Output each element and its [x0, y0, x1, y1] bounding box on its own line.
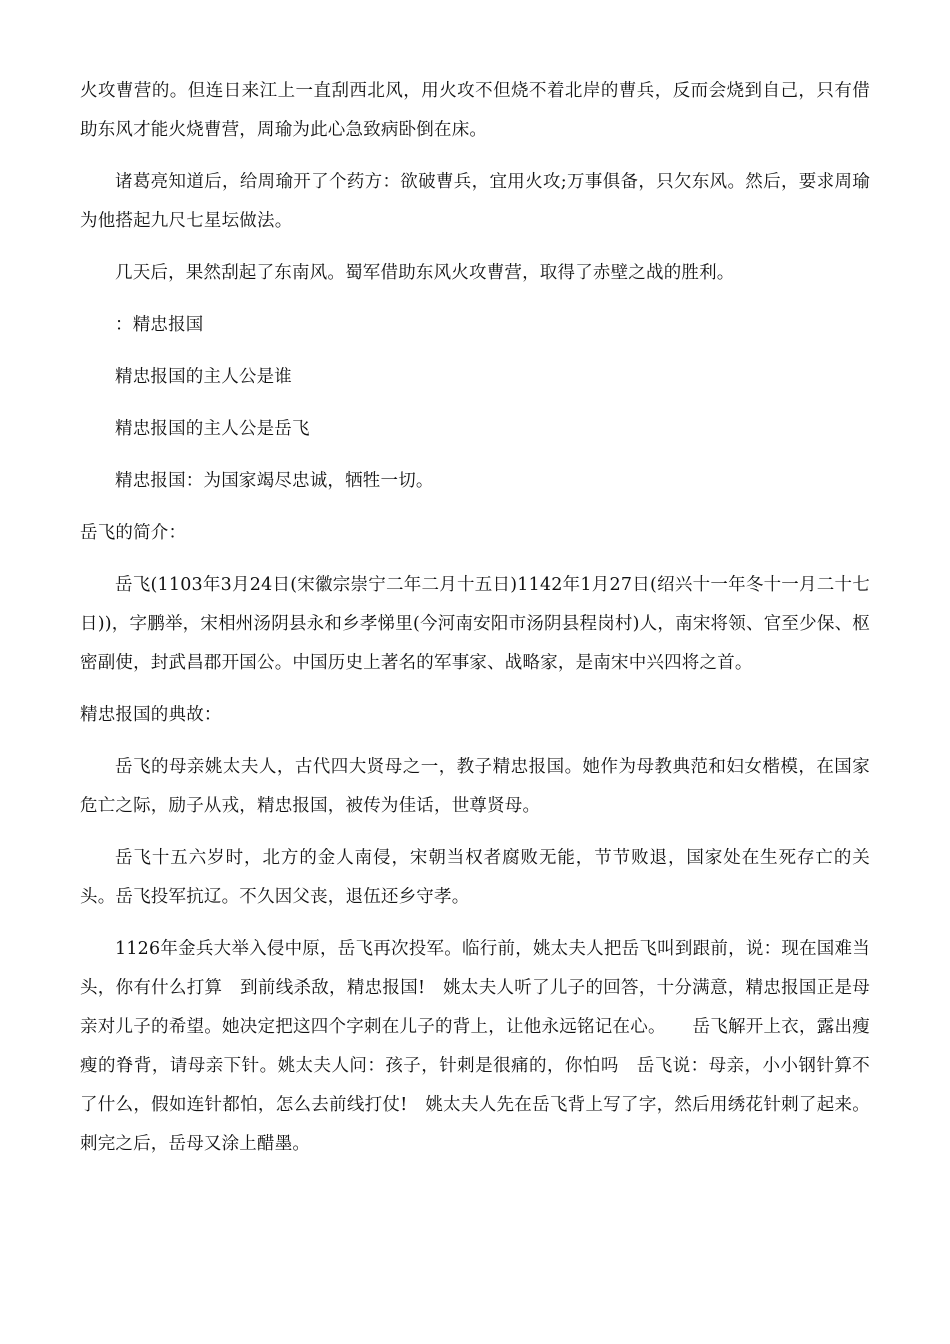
paragraph-mother-yao: 岳飞的母亲姚太夫人，古代四大贤母之一，教子精忠报国。她作为母教典范和妇女楷模，在国家危亡之际，励子从戎，精忠报国，被传为佳话，世尊贤母。	[80, 757, 870, 816]
heading-yue-fei-intro: 岳飞的简介：	[80, 523, 187, 543]
document-body	[80, 72, 870, 1177]
section-title-jingzhong-baoguo: ：精忠报国	[115, 315, 204, 335]
paragraph-yue-fei-biography: 岳飞(1103年3月24日(宋徽宗崇宁二年二月十五日)1142年1月27日(绍兴十一年冬十一月二十七日))，字鹏举，宋相州汤阴县永和乡孝悌里(今河南安阳市汤阴县程岗村)人，南宋将领、官至少保、枢密副使，封武昌郡开国公。中国历史上著名的军事家、战略家，是南宋中兴四将之首。	[80, 575, 870, 673]
paragraph-southeast-wind: 几天后，果然刮起了东南风。蜀军借助东风火攻曹营，取得了赤壁之战的胜利。	[115, 263, 735, 283]
answer-protagonist: 精忠报国的主人公是岳飞	[115, 419, 310, 439]
paragraph-tattoo-story: 1126年金兵大举入侵中原，岳飞再次投军。临行前，姚太夫人把岳飞叫到跟前，说：现在国难当头，你有什么打算 到前线杀敌，精忠报国! 姚太夫人听了儿子的回答，十分满意，精忠报国正是母亲对儿子的希望。她决定把这四个字刺在儿子的背上，让他永远铭记在心。 岳飞解开上衣，露出瘦瘦的脊背，请母亲下针。姚太夫人问：孩子，针刺是很痛的，你怕吗 岳飞说：母亲，小小钢针算不了什么，假如连针都怕，怎么去前线打仗! 姚太夫人先在岳飞背上写了字，然后用绣花针刺了起来。刺完之后，岳母又涂上醋墨。	[80, 939, 870, 1154]
heading-allusion: 精忠报国的典故：	[80, 705, 222, 725]
paragraph-zhuge-liang-prescription: 诸葛亮知道后，给周瑜开了个药方：欲破曹兵，宜用火攻;万事俱备，只欠东风。然后，要求周瑜为他搭起九尺七星坛做法。	[80, 172, 870, 231]
definition-jingzhong-baoguo: 精忠报国：为国家竭尽忠诚，牺牲一切。	[115, 471, 434, 491]
paragraph-fire-attack-end: 火攻曹营的。但连日来江上一直刮西北风，用火攻不但烧不着北岸的曹兵，反而会烧到自己，只有借助东风才能火烧曹营，周瑜为此心急致病卧倒在床。	[80, 81, 870, 140]
question-protagonist: 精忠报国的主人公是谁	[115, 367, 292, 387]
paragraph-enlistment: 岳飞十五六岁时，北方的金人南侵，宋朝当权者腐败无能，节节败退，国家处在生死存亡的关头。岳飞投军抗辽。不久因父丧，退伍还乡守孝。	[80, 848, 870, 907]
